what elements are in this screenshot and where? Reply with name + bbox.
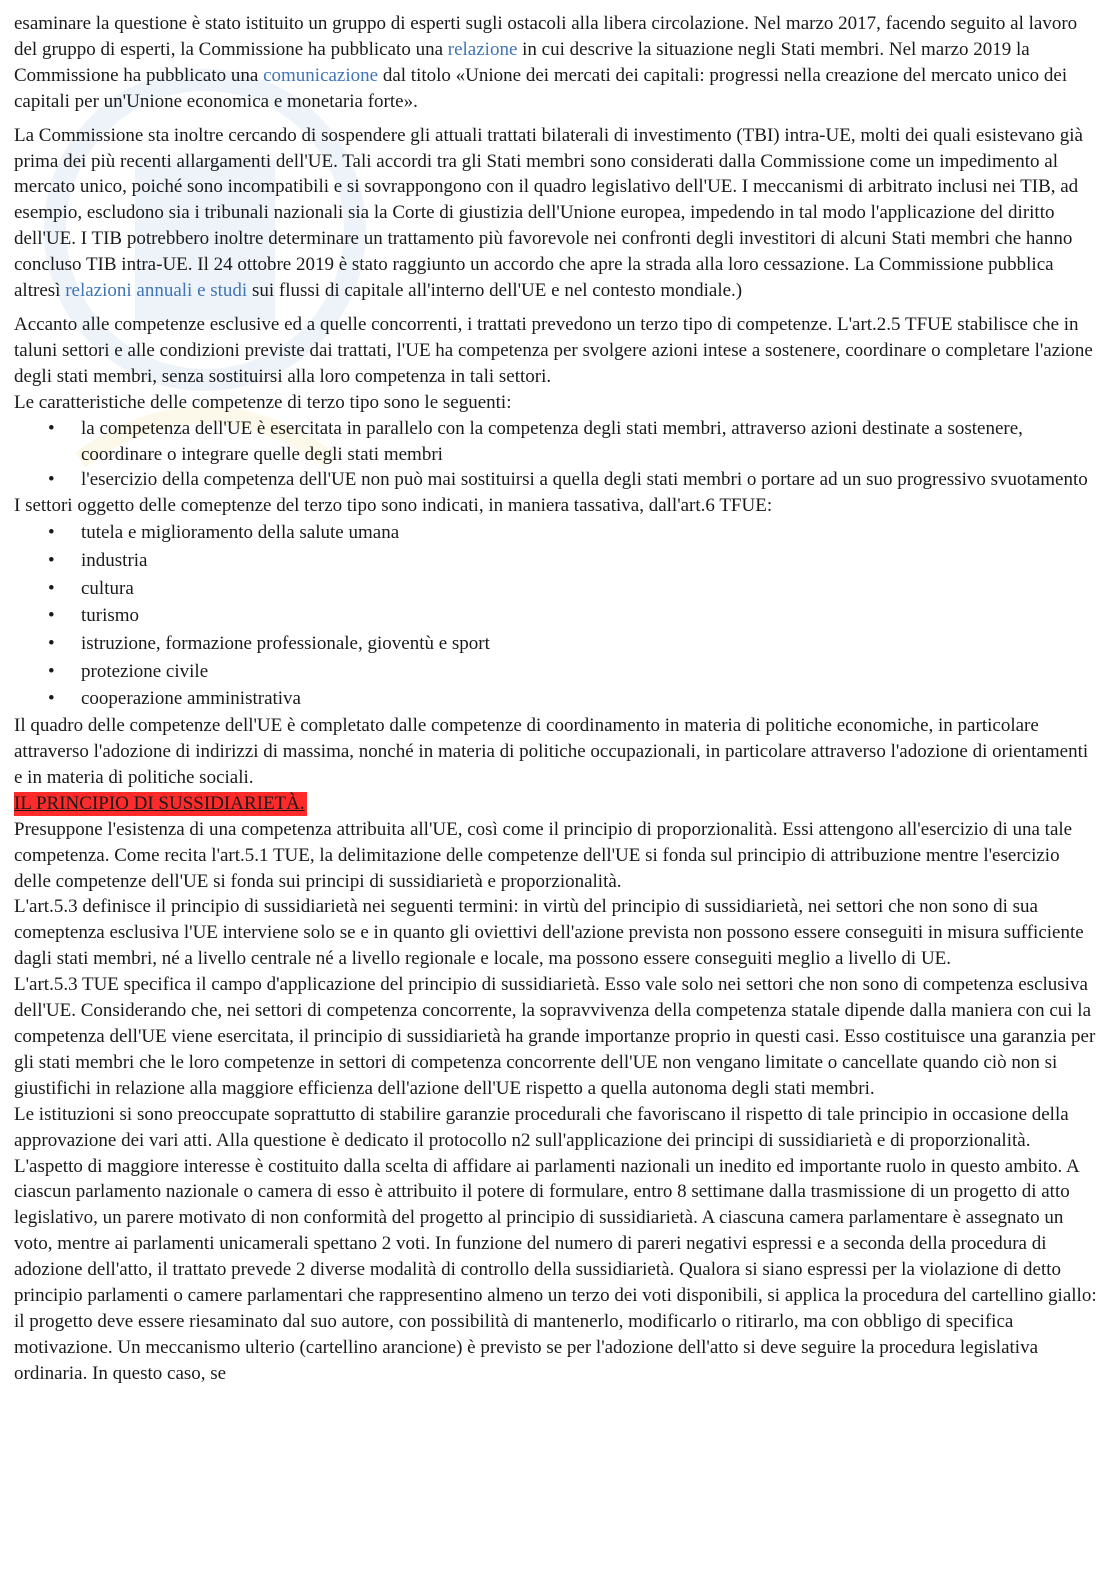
list-item: • cooperazione amministrativa [14,685,1100,713]
paragraph-3: Accanto alle competenze esclusive ed a quelle concorrenti, i trattati prevedono un terzo tipo di competenze. L'art.2.5 TFUE stabilisce che in taluni settori e alle condizioni previste dai trattati, l'UE ha competenza per svolgere azioni intese a sostenere, coordinare o completare l'azione degli stati membri, senza sostituirsi alla loro competenza in tali settori. [14,313,1093,387]
list-item: • istruzione, formazione professionale, gioventù e sport [14,630,1100,658]
paragraph-7: Presuppone l'esistenza di una competenza attribuita all'UE, così come il principio di proporzionalità. Essi attengono all'esercizio di una tale competenza. Come recita l'art.5.1 TUE, la delimitazione delle competenze dell'UE si fonda sul principio di attribuzione mentre l'esercizio delle competenze dell'UE si fonda sui principi di sussidiarietà e proporzionalità. [14,818,1073,892]
link-relazioni-studi[interactable]: relazioni annuali e studi [65,280,248,302]
paragraph-8: L'art.5.3 definisce il principio di sussidiarietà nei seguenti termini: in virtù del principio di sussidiarietà, nei settori che non sono di sua comeptenza esclusiva l'UE interviene solo se e in quanto gli oviettivi dell'azione prevista non possono essere conseguiti in misura sufficiente dagli stati membri, né a livello centrale né a livello regionale e locale, ma possono essere conseguiti meglio a livello di UE. [14,896,1084,970]
link-comunicazione[interactable]: comunicazione [263,64,379,86]
paragraph-6: Il quadro delle competenze dell'UE è completato dalle competenze di coordinamento in materia di politiche economiche, in particolare attraverso l'adozione di indirizzi di massima, nonché in materia di politiche occupazionali, in particolare attraverso l'adozione di orientamenti e in materia di politiche sociali. [14,715,1089,788]
list-item: • tutela e miglioramento della salute umana [14,519,1100,547]
list-item: • industria [14,547,1100,575]
paragraph-1: esaminare la questione è stato istituito un gruppo di esperti sugli ostacoli alla libera circolazione. Nel marzo 2017, facendo seguito al lavoro del gruppo di esperti, la Commissione ha pubblicato una relazione in cui descrive la situazione negli Stati membri. Nel marzo 2019 la Commissione ha pubblicato una comunicazione dal titolo «Unione dei mercati dei capitali: progressi nella creazione del mercato unico dei capitali per un'Unione economica e monetaria forte». [14,13,1078,112]
list-item: • cultura [14,575,1100,603]
paragraph-2: La Commissione sta inoltre cercando di sospendere gli attuali trattati bilaterali di investimento (TBI) intra-UE, molti dei quali esistevano già prima dei più recenti allargamenti dell'UE. Tali accordi tra gli Stati membri sono considerati dalla Commissione come un impedimento al mercato unico, poiché sono incompatibili e si sovrappongono con il quadro legislativo dell'UE. I meccanismi di arbitrato inclusi nei TIB, ad esempio, escludono sia i tribunali nazionali sia la Corte di giustizia dell'Unione europea, impedendo in tal modo l'applicazione del diritto dell'UE. I TIB potrebbero inoltre determinare un trattamento più favorevole nei confronti degli investitori di alcuni Stati membri che hanno concluso TIB intra-UE. Il 24 ottobre 2019 è stato raggiunto un accordo che apre la strada alla loro cessazione. La Commissione pubblica altresì relazioni annuali e studi sui flussi di capitale all'interno dell'UE e nel contesto mondiale.) [14,124,1083,302]
list-characteristics [14,416,1100,494]
paragraph-9: L'art.5.3 TUE specifica il campo d'applicazione del principio di sussidiarietà. Esso vale solo nei settori che non sono di competenza esclusiva dell'UE. Considerando che, nei settori di competenza concorrente, la sopravvivenza della competenza statale dipende dalla maniera con cui la competenza dell'UE viene esercitata, il principio di sussidiarietà ha grande importanze proprio in questi casi. Esso costituisce una garanzia per gli stati membri che le loro competenze in settori di competenza concorrente dell'UE non vengano limitate o cancellate quando ciò non si giustifichi in relazione alla maggiore efficienza dell'azione dell'UE rispetto a quella autonoma degli stati membri. [14,974,1096,1099]
paragraph-5: I settori oggetto delle comeptenze del terzo tipo sono indicati, in maniera tassativa, dall'art.6 TFUE: [14,495,773,517]
list-item: • l'esercizio della competenza dell'UE non può mai sostituirsi a quella degli stati membri o portare ad un suo progressivo svuotamento [14,467,1100,493]
paragraph-4: Le caratteristiche delle competenze di terzo tipo sono le seguenti: [14,391,512,413]
section-heading: IL PRINCIPIO DI SUSSIDIARIETÀ. [14,792,305,814]
paragraph-10: Le istituzioni si sono preoccupate soprattutto di stabilire garanzie procedurali che favoriscano il rispetto di tale principio in occasione della approvazione dei vari atti. Alla questione è dedicato il protocollo n2 sull'applicazione dei principi di sussidiarietà e di proporzionalità. L'aspetto di maggiore interesse è costituito dalla scelta di affidare ai parlamenti nazionali un inedito ed importante ruolo in questo ambito. A ciascun parlamento nazionale o camera di esso è attribuito il potere di formulare, entro 8 settimane dalla trasmissione di un progetto di atto legislativo, un parere motivato di non conformità del progetto al principio di sussidiarietà. A ciascuna camera parlamentare è assegnato un voto, mentre ai parlamenti unicamerali spettano 2 voti. In funzione del numero di pareri negativi espressi e a seconda della procedura di adozione dell'atto, il trattato prevede 2 diverse modalità di controllo della sussidiarietà. Qualora si siano espressi per la violazione di detto principio parlamenti o camere parlamentari che rappresentino almeno un terzo dei voti disponibili, si applica la procedura del cartellino giallo: il progetto deve essere riesaminato dal suo autore, con possibilità di mantenerlo, modificarlo o ritirarlo, ma con obbligo di specifica motivazione. Un meccanismo ulterio (cartellino arancione) è previsto se per l'adozione dell'atto si deve seguire la procedura legislativa ordinaria. In questo caso, se [14,1103,1097,1384]
list-item: • turismo [14,602,1100,630]
list-sectors [14,519,1100,713]
document-page [14,11,1100,1387]
link-relazione[interactable]: relazione [447,38,518,60]
list-item: • protezione civile [14,658,1100,686]
list-item: • la competenza dell'UE è esercitata in parallelo con la competenza degli stati membri, attraverso azioni destinate a sostenere, coordinare o integrare quelle degli stati membri [14,416,1100,468]
